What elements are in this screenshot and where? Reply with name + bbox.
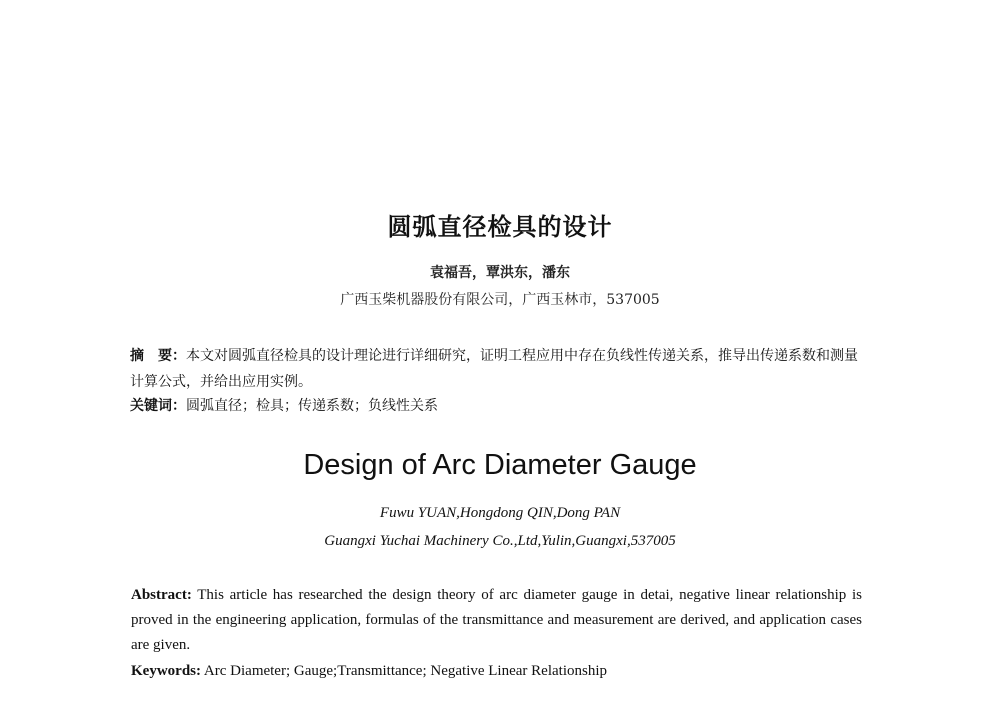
english-authors: Fuwu YUAN,Hongdong QIN,Dong PAN: [379, 505, 621, 521]
chinese-abstract: [130, 343, 870, 395]
english-abstract: [131, 583, 862, 658]
chinese-authors: 袁福吾，覃洪东，潘东: [430, 265, 570, 281]
chinese-abstract-label: 摘 要：: [130, 348, 186, 364]
english-abstract-label: Abstract:: [131, 587, 192, 603]
english-keywords-label: Keywords:: [131, 663, 201, 679]
chinese-keywords-label: 关键词：: [130, 398, 186, 414]
english-title: Design of Arc Diameter Gauge: [303, 449, 697, 481]
chinese-title: 圆弧直径检具的设计: [387, 213, 613, 241]
chinese-abstract-text: 本文对圆弧直径检具的设计理论进行详细研究，证明工程应用中存在负线性传递关系，推导出传递系数和测量计算公式，并给出应用实例。: [130, 348, 858, 390]
chinese-keywords-text: 圆弧直径；检具；传递系数；负线性关系: [186, 398, 438, 414]
chinese-keywords: [130, 396, 870, 416]
english-keywords-text: Arc Diameter; Gauge;Transmittance; Negative Linear Relationship: [201, 663, 607, 679]
english-abstract-text: This article has researched the design theory of arc diameter gauge in detai, negative linear relationship is proved in the engineering application, formulas of the transmittance and measurement are derived, and application cases are given.: [131, 587, 862, 653]
english-keywords: [131, 659, 862, 684]
chinese-affiliation: 广西玉柴机器股份有限公司，广西玉林市，537005: [340, 292, 660, 308]
english-affiliation: Guangxi Yuchai Machinery Co.,Ltd,Yulin,Guangxi,537005: [324, 533, 676, 549]
